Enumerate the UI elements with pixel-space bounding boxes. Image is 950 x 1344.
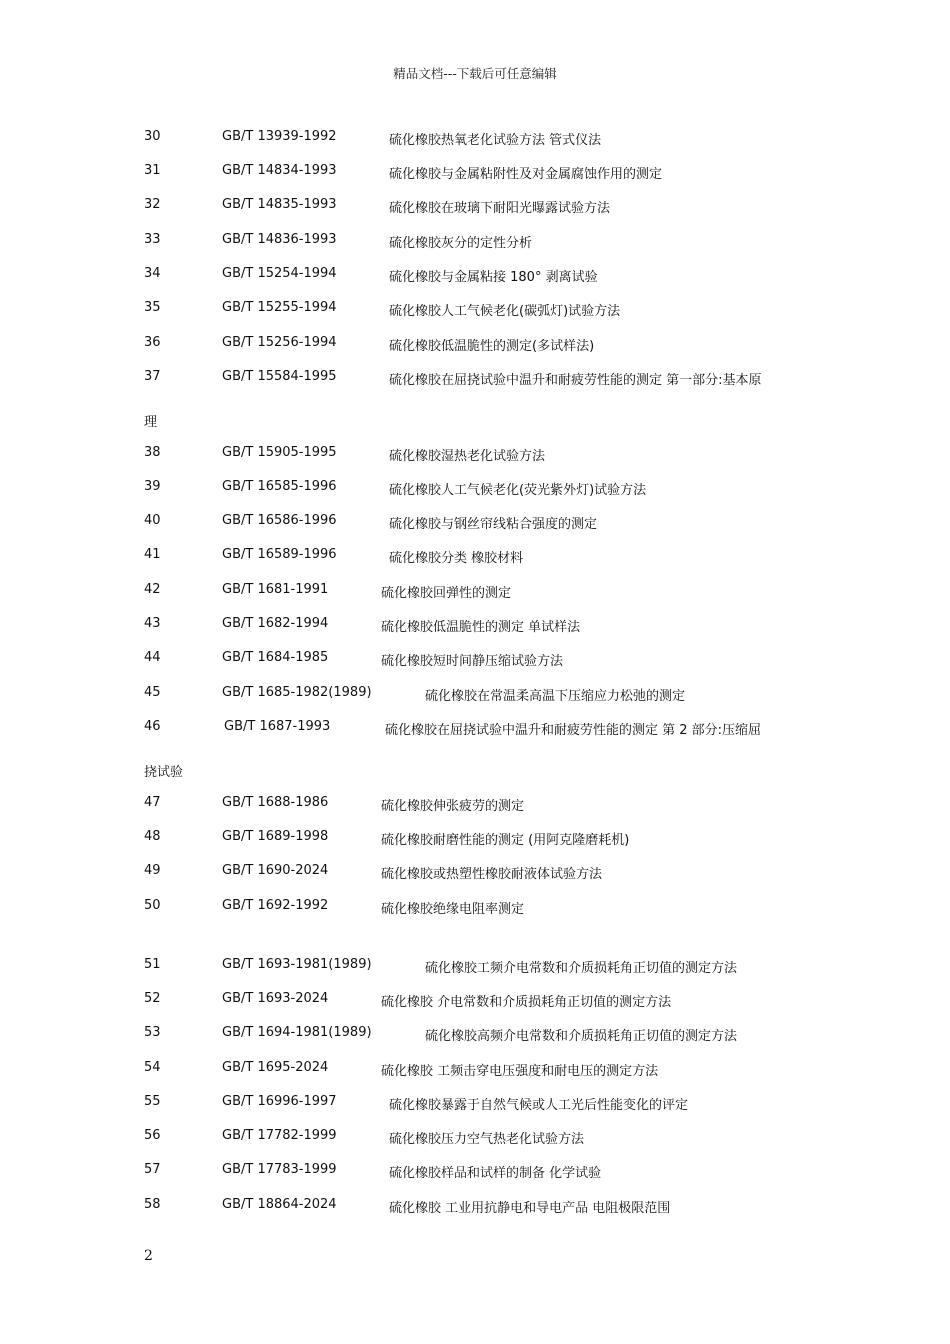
item-number: 54: [144, 1060, 161, 1075]
item-number: 45: [144, 685, 161, 700]
standard-title: 硫化橡胶与钢丝帘线粘合强度的测定: [389, 517, 598, 532]
standard-code: GB/T 15256-1994: [222, 335, 337, 350]
item-number: 53: [144, 1025, 161, 1040]
item-number: 56: [144, 1128, 161, 1143]
item-number: 37: [144, 369, 161, 384]
item-number: 39: [144, 479, 161, 494]
standard-code: GB/T 14835-1993: [222, 197, 337, 212]
item-number: 35: [144, 300, 161, 315]
standard-code: GB/T 1685-1982(1989): [222, 685, 372, 700]
standard-code: GB/T 18864-2024: [222, 1197, 337, 1212]
item-number: 46: [144, 719, 161, 734]
item-number: 41: [144, 547, 161, 562]
item-number: 55: [144, 1094, 161, 1109]
item-number: 31: [144, 163, 161, 178]
standard-code: GB/T 1694-1981(1989): [222, 1025, 372, 1040]
item-number: 52: [144, 991, 161, 1006]
standard-title: 硫化橡胶人工气候老化(碳弧灯)试验方法: [389, 304, 621, 319]
item-number: 30: [144, 129, 161, 144]
standard-title: 硫化橡胶工频介电常数和介质损耗角正切值的测定方法: [425, 961, 738, 976]
standard-code: GB/T 1689-1998: [222, 829, 329, 844]
standard-title: 硫化橡胶耐磨性能的测定 (用阿克隆磨耗机): [381, 833, 630, 848]
standard-code: GB/T 1684-1985: [222, 650, 329, 665]
standard-code: GB/T 17782-1999: [222, 1128, 337, 1143]
standard-code: GB/T 15584-1995: [222, 369, 337, 384]
standard-title: 硫化橡胶在屈挠试验中温升和耐疲劳性能的测定 第一部分:基本原: [389, 373, 762, 388]
item-number: 57: [144, 1162, 161, 1177]
standard-code: GB/T 13939-1992: [222, 129, 337, 144]
standard-title: 硫化橡胶与金属粘附性及对金属腐蚀作用的测定: [389, 167, 663, 182]
standard-title: 硫化橡胶压力空气热老化试验方法: [389, 1132, 585, 1147]
standard-code: GB/T 1690-2024: [222, 863, 329, 878]
standard-code: GB/T 17783-1999: [222, 1162, 337, 1177]
title-continuation: 挠试验: [144, 765, 184, 780]
standard-title: 硫化橡胶 工频击穿电压强度和耐电压的测定方法: [381, 1064, 659, 1079]
item-number: 44: [144, 650, 161, 665]
standard-code: GB/T 1693-1981(1989): [222, 957, 372, 972]
standard-title: 硫化橡胶 工业用抗静电和导电产品 电阻极限范围: [389, 1201, 671, 1216]
item-number: 47: [144, 795, 161, 810]
standard-title: 硫化橡胶与金属粘接 180° 剥离试验: [389, 270, 598, 285]
standard-code: GB/T 1682-1994: [222, 616, 329, 631]
standard-code: GB/T 1688-1986: [222, 795, 329, 810]
item-number: 51: [144, 957, 161, 972]
standard-title: 硫化橡胶暴露于自然气候或人工光后性能变化的评定: [389, 1098, 689, 1113]
item-number: 40: [144, 513, 161, 528]
standard-title: 硫化橡胶样品和试样的制备 化学试验: [389, 1166, 602, 1181]
standard-code: GB/T 14836-1993: [222, 232, 337, 247]
standard-title: 硫化橡胶绝缘电阻率测定: [381, 902, 525, 917]
item-number: 36: [144, 335, 161, 350]
standard-code: GB/T 16585-1996: [222, 479, 337, 494]
item-number: 58: [144, 1197, 161, 1212]
standard-code: GB/T 14834-1993: [222, 163, 337, 178]
standard-code: GB/T 16586-1996: [222, 513, 337, 528]
standard-code: GB/T 15905-1995: [222, 445, 337, 460]
item-number: 50: [144, 898, 161, 913]
standard-title: 硫化橡胶在屈挠试验中温升和耐疲劳性能的测定 第 2 部分:压缩屈: [385, 723, 762, 738]
standard-code: GB/T 16996-1997: [222, 1094, 337, 1109]
standard-title: 硫化橡胶伸张疲劳的测定: [381, 799, 525, 814]
item-number: 49: [144, 863, 161, 878]
standard-title: 硫化橡胶低温脆性的测定 单试样法: [381, 620, 581, 635]
standard-title: 硫化橡胶 介电常数和介质损耗角正切值的测定方法: [381, 995, 672, 1010]
item-number: 32: [144, 197, 161, 212]
item-number: 48: [144, 829, 161, 844]
standard-code: GB/T 15254-1994: [222, 266, 337, 281]
item-number: 42: [144, 582, 161, 597]
standard-title: 硫化橡胶分类 橡胶材料: [389, 551, 524, 566]
standard-title: 硫化橡胶在玻璃下耐阳光曝露试验方法: [389, 201, 611, 216]
standard-title: 硫化橡胶人工气候老化(荧光紫外灯)试验方法: [389, 483, 647, 498]
standard-title: 硫化橡胶热氧老化试验方法 管式仪法: [389, 133, 602, 148]
standard-code: GB/T 1687-1993: [224, 719, 331, 734]
standard-title: 硫化橡胶高频介电常数和介质损耗角正切值的测定方法: [425, 1029, 738, 1044]
title-continuation: 理: [144, 415, 158, 430]
standard-code: GB/T 16589-1996: [222, 547, 337, 562]
item-number: 43: [144, 616, 161, 631]
page-number: 2: [144, 1248, 153, 1264]
standard-title: 硫化橡胶短时间静压缩试验方法: [381, 654, 564, 669]
standard-code: GB/T 1693-2024: [222, 991, 329, 1006]
page-header: 精品文档---下载后可任意编辑: [393, 66, 557, 81]
item-number: 38: [144, 445, 161, 460]
standard-title: 硫化橡胶灰分的定性分析: [389, 236, 533, 251]
standard-title: 硫化橡胶回弹性的测定: [381, 586, 512, 601]
standard-code: GB/T 1692-1992: [222, 898, 329, 913]
standard-title: 硫化橡胶低温脆性的测定(多试样法): [389, 339, 595, 354]
standard-title: 硫化橡胶湿热老化试验方法: [389, 449, 546, 464]
standard-title: 硫化橡胶在常温柔高温下压缩应力松弛的测定: [425, 689, 686, 704]
standard-code: GB/T 1695-2024: [222, 1060, 329, 1075]
standard-title: 硫化橡胶或热塑性橡胶耐液体试验方法: [381, 867, 603, 882]
item-number: 33: [144, 232, 161, 247]
standard-code: GB/T 1681-1991: [222, 582, 329, 597]
item-number: 34: [144, 266, 161, 281]
standard-code: GB/T 15255-1994: [222, 300, 337, 315]
